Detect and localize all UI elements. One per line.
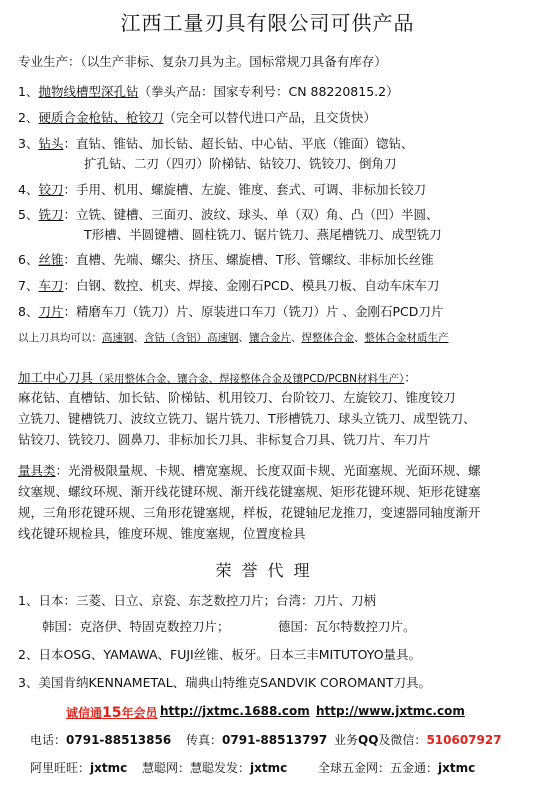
product-item: 7、车刀：白钢、数控、机夹、焊接、金刚石PCD、模具刀板、自动车床车刀	[18, 278, 440, 293]
product-name: 铰刀	[38, 182, 64, 197]
gauges-heading: 量具类	[18, 463, 56, 478]
product-item: 8、刀片：精磨车刀（铣刀）片、原装进口车刀（铣刀）片 、金刚石PCD刀片	[18, 304, 444, 319]
product-item: 3、钻头：直钻、锥钻、加长钻、超长钻、中心钻、平底（锥面）锪钻、	[18, 136, 414, 151]
phone-line: 电话：0791-88513856	[30, 733, 172, 747]
honor-item: 韩国：克洛伊、特固克数控刀片；	[42, 619, 230, 634]
fax-line: 传真：0791-88513797	[186, 733, 328, 747]
aliwangwang-line: 阿里旺旺：jxtmc	[30, 761, 128, 775]
phone-number: 0791-88513856	[66, 733, 172, 747]
honor-item: 2、日本OSG、YAMAWA、FUJI丝锥、板牙。日本三丰MITUTOYO量具。	[18, 647, 422, 662]
machining-heading: 加工中心刀具（采用整体合金、镶合金、焊接整体合金及镶PCD/PCBN材料生产）：	[18, 370, 417, 385]
product-item: 1、抛物线槽型深孔钻（拳头产品：国家专利号：CN 88220815.2）	[18, 84, 399, 99]
fax-number: 0791-88513797	[222, 733, 328, 747]
url-1688-link[interactable]: http://jxtmc.1688.com	[160, 704, 310, 718]
product-name: 刀片	[38, 304, 64, 319]
huicong-line: 慧聪网：慧聪发发：jxtmc	[142, 761, 288, 775]
product-name: 车刀	[38, 278, 64, 293]
qq-number: 510607927	[426, 733, 502, 747]
honor-title: 荣誉代理	[215, 561, 320, 580]
qq-line: 业务QQ及微信：510607927	[334, 733, 502, 747]
url-website-link[interactable]: http://www.jxtmc.com	[316, 704, 465, 718]
product-item-continued: 扩孔钻、二刃（四刃）阶梯钻、钻铰刀、铣铰刀、倒角刀	[84, 156, 397, 171]
product-name: 抛物线槽型深孔钻	[38, 84, 139, 99]
product-item: 2、硬质合金枪钻、枪铰刀（完全可以替代进口产品，且交货快）	[18, 110, 376, 125]
product-item: 5、铣刀：立铣、键槽、三面刃、波纹、球头、单（双）角、凸（凹）半圆、	[18, 207, 439, 222]
machining-list: 麻花钻、直槽钻、加长钻、阶梯钻、机用铰刀、台阶铰刀、左旋铰刀、锥度铰刀 立铣刀、键槽铣刀、波纹立铣刀、锯片铣刀、T形槽铣刀、球头立铣刀、成型铣刀、 钻铰刀、铣铰刀、圆鼻刀、非标加长刀具、非标复合刀具、铣刀片、车刀片	[18, 390, 476, 447]
honor-item: 1、日本：三菱、日立、京瓷、东芝数控刀片；台湾：刀片、刀柄	[18, 593, 376, 608]
member-badge: 诚信通15年会员	[66, 705, 158, 721]
materials-note: 以上刀具均可以：高速钢、含钴（含铝）高速钢、镶合金片、焊整体合金、整体合金材质生产	[18, 332, 449, 344]
product-name: 丝锥	[38, 252, 64, 267]
honor-item: 3、美国肯纳KENNAMETAL、瑞典山特维克SANDVIK COROMANT刀具。	[18, 675, 431, 690]
gauges-list: 量具类：光滑极限量规、卡规、槽宽塞规、长度双面卡规、光面塞规、光面环规、螺 纹塞规、螺纹环规、渐开线花键环规、渐开线花键塞规、矩形花键环规、矩形花键塞 规，三角形花键环规、三角形花键塞规，样板，花键轴尼龙推刀，变速器同轴度渐开 线花键环规检具，锥度环规、锥度塞规，位置度检具	[18, 463, 481, 541]
product-item: 4、铰刀：手用、机用、螺旋槽、左旋、锥度、套式、可调、非标加长铰刀	[18, 182, 426, 197]
product-name: 硬质合金枪钻、枪铰刀	[38, 110, 164, 125]
product-item: 6、丝锥：直槽、先端、螺尖、挤压、螺旋槽、T形、管螺纹、非标加长丝锥	[18, 252, 434, 267]
page-title: 江西工量刃具有限公司可供产品	[120, 11, 415, 35]
wujin-line: 全球五金网：五金通：jxtmc	[318, 761, 476, 775]
product-name: 铣刀	[38, 207, 64, 222]
product-name: 钻头	[38, 136, 64, 151]
intro-text: 专业生产：（以生产非标、复杂刀具为主。国标常规刀具备有库存）	[18, 54, 387, 69]
honor-item: 德国：瓦尔特数控刀片。	[278, 619, 416, 634]
product-item-continued: T形槽、半圆键槽、圆柱铣刀、锯片铣刀、燕尾槽铣刀、成型铣刀	[84, 227, 442, 242]
